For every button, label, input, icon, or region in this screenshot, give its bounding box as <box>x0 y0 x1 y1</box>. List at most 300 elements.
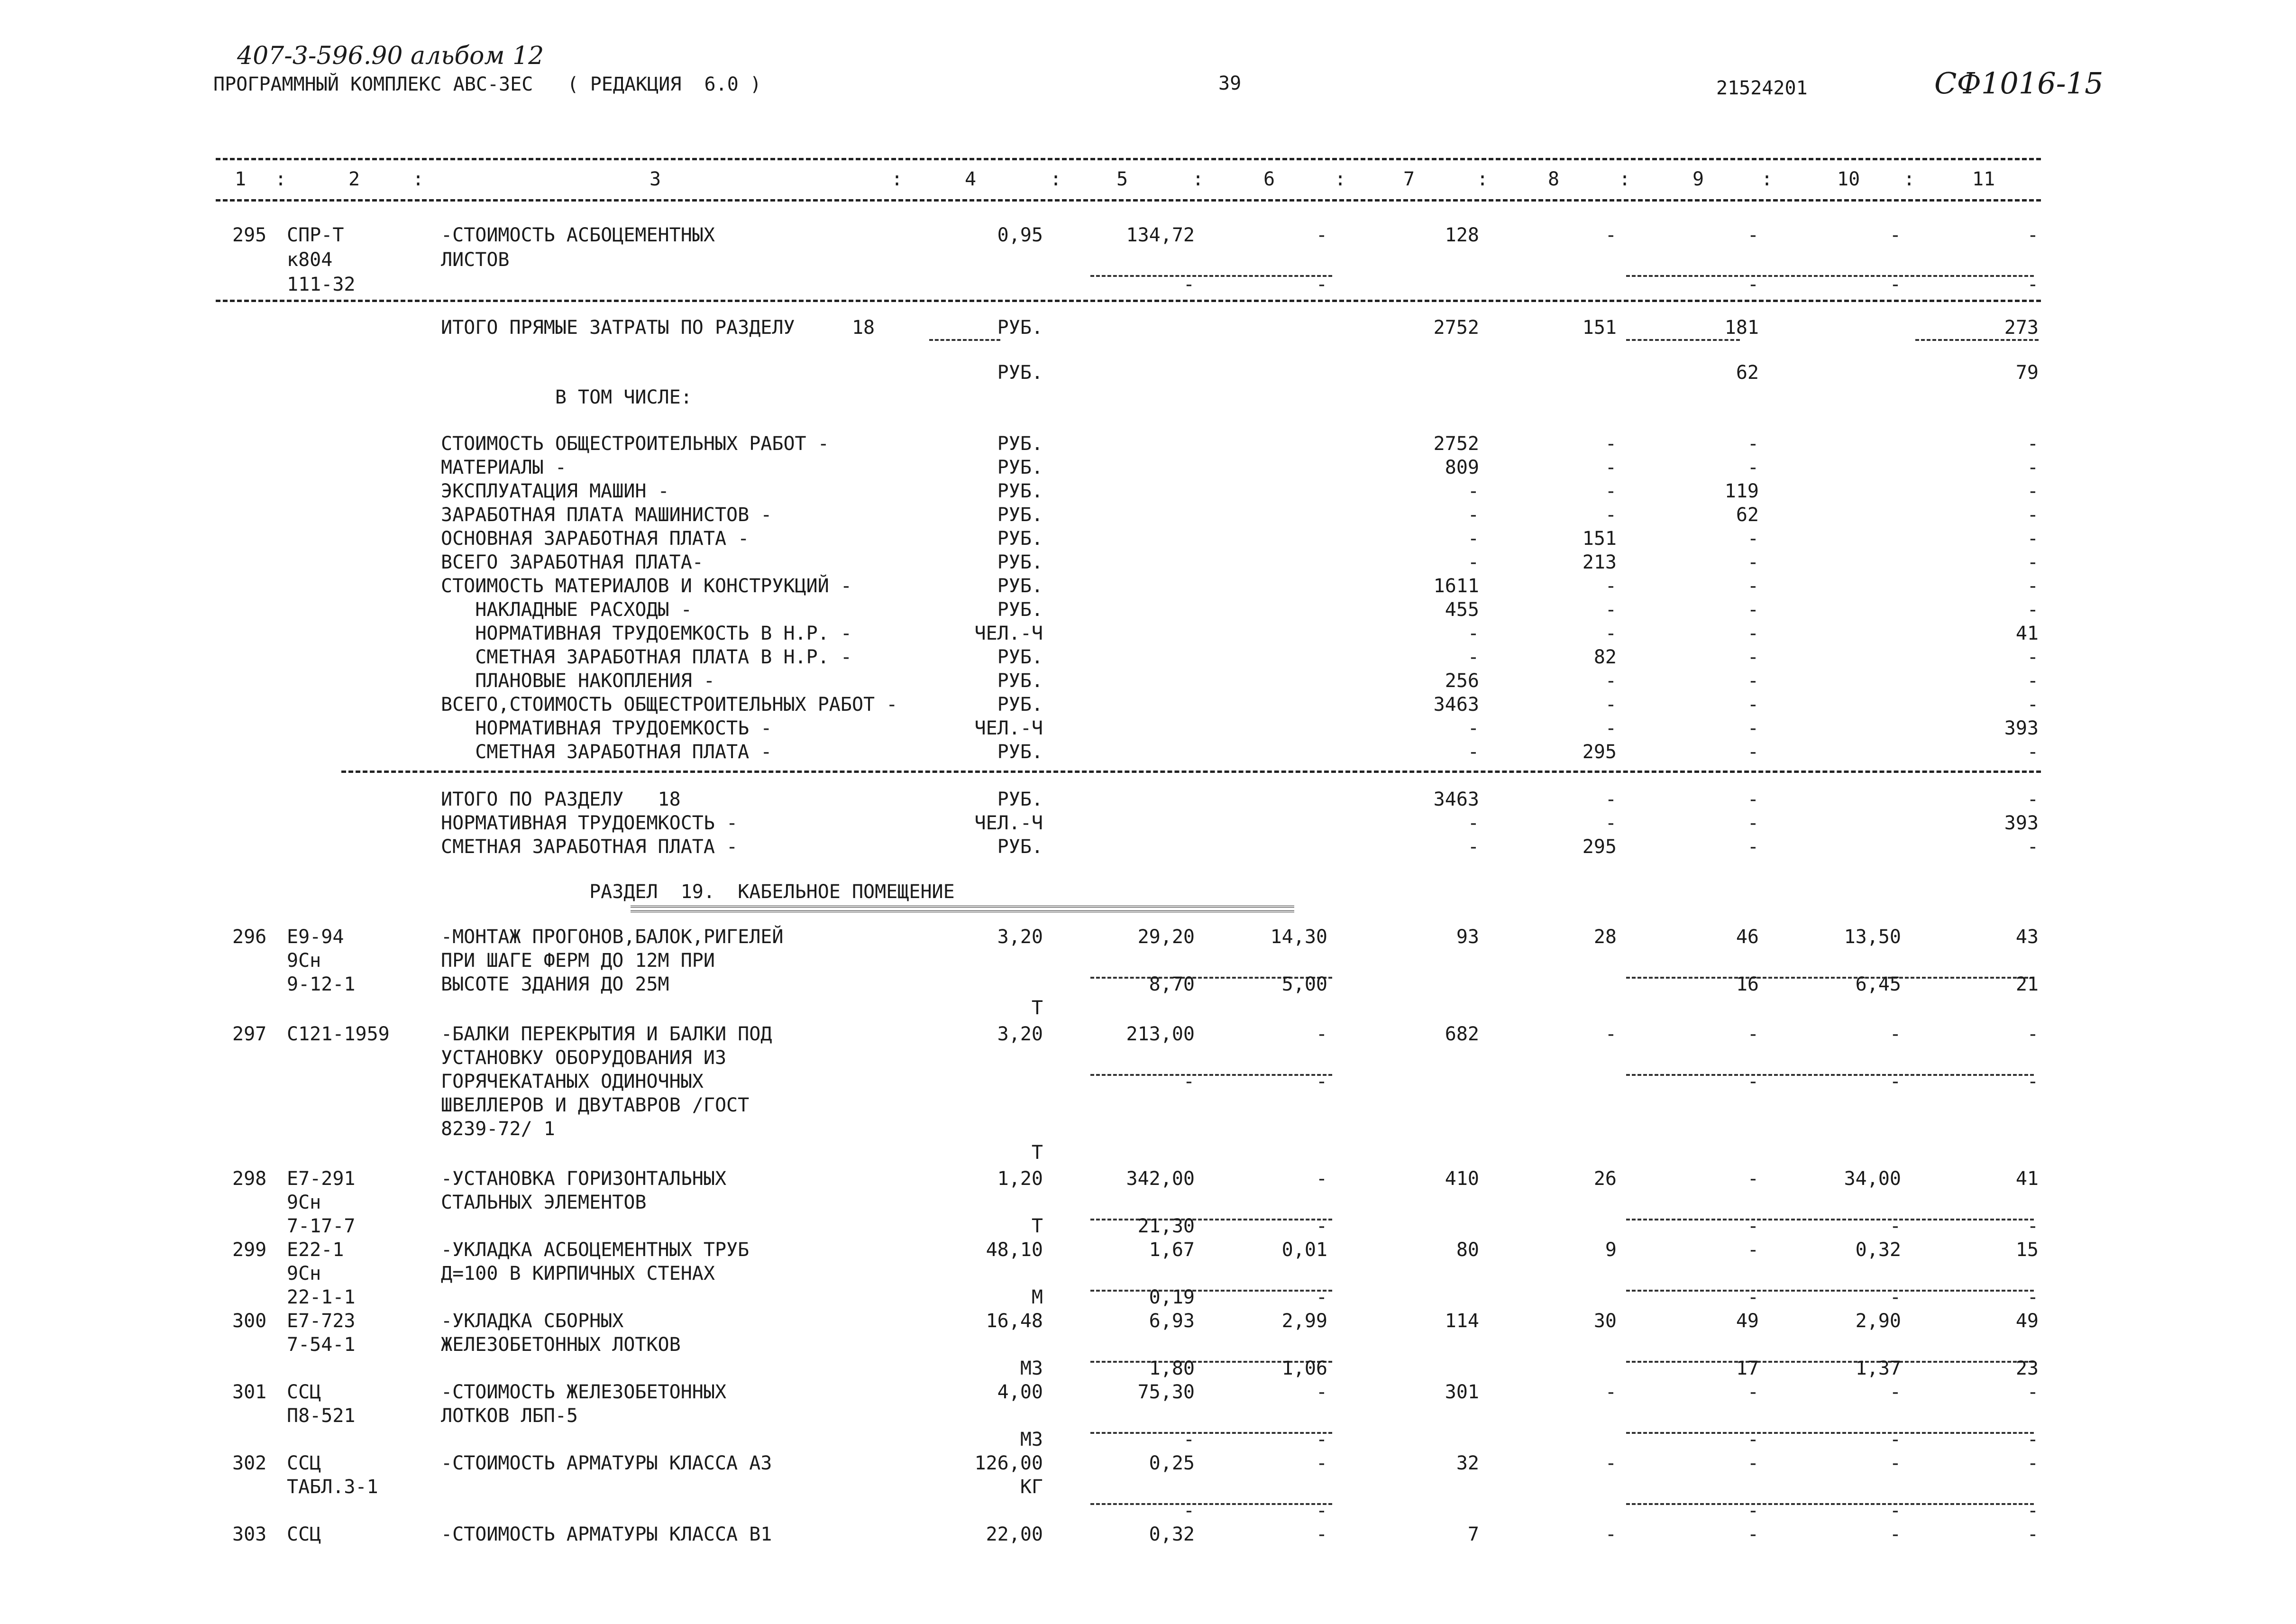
cell-col-4: РУБ. <box>997 789 1043 810</box>
cell-col-7: 32 <box>1456 1452 1479 1474</box>
cell-col-7: 114 <box>1445 1310 1479 1332</box>
cell-col-2: Е7-291 <box>287 1168 356 1190</box>
cell-col-11: - <box>2027 457 2039 478</box>
cell-col-6: - <box>1316 224 1327 246</box>
cell-col-10: 0,32 <box>1855 1239 1901 1261</box>
cell-col-3: ЗАРАБОТНАЯ ПЛАТА МАШИНИСТОВ - <box>441 504 772 526</box>
cell-col-10: 34,00 <box>1844 1168 1901 1190</box>
cell-col-7: 7 <box>1467 1523 1479 1545</box>
cell-col-8: - <box>1605 575 1617 597</box>
cell-col-7: 1611 <box>1433 575 1479 597</box>
column-header-7: 7 <box>1403 168 1415 190</box>
cell-col-8: - <box>1605 457 1617 478</box>
cell-col-11: - <box>2027 789 2039 810</box>
cell-col-7: 3463 <box>1433 694 1479 716</box>
cell-col-7: - <box>1467 504 1479 526</box>
cell-col-4: РУБ. <box>997 457 1043 478</box>
cell-col-4: РУБ. <box>997 694 1043 716</box>
cell-col-8: - <box>1605 694 1617 716</box>
cell-col-10: 13,50 <box>1844 926 1901 948</box>
cell-col-6: - <box>1316 1071 1327 1092</box>
cell-col-4: 4,00 <box>997 1381 1043 1403</box>
cell-col-11: - <box>2027 670 2039 692</box>
cell-col-4: РУБ. <box>997 575 1043 597</box>
header-rule-top <box>216 158 2041 160</box>
cell-col-5: 0,19 <box>1149 1286 1195 1308</box>
cell-col-11: - <box>2027 551 2039 573</box>
cell-col-3: ГОРЯЧЕКАТАНЫХ ОДИНОЧНЫХ <box>441 1071 704 1092</box>
cell-col-9: - <box>1747 433 1759 455</box>
cell-col-1: 299 <box>232 1239 267 1261</box>
cell-col-7: - <box>1467 646 1479 668</box>
column-header-6: 6 <box>1263 168 1275 190</box>
cell-col-3: ВСЕГО,СТОИМОСТЬ ОБЩЕСТРОИТЕЛЬНЫХ РАБОТ - <box>441 694 898 716</box>
total-underline <box>1915 339 2039 341</box>
cell-col-7: - <box>1467 551 1479 573</box>
cell-col-4: РУБ. <box>997 551 1043 573</box>
cell-col-4: Т <box>1031 997 1043 1019</box>
cell-col-10: - <box>1889 1215 1901 1237</box>
program-title: ПРОГРАММНЫЙ КОМПЛЕКС АВС-3ЕС ( РЕДАКЦИЯ 6.0 ) <box>213 73 761 95</box>
cell-col-4: 3,20 <box>997 926 1043 948</box>
cell-col-4: ЧЕЛ.-Ч <box>974 623 1043 644</box>
cell-col-8: 151 <box>1582 317 1617 339</box>
column-separator: : <box>1761 168 1773 190</box>
cell-col-10: - <box>1889 224 1901 246</box>
cell-col-3: -МОНТАЖ ПРОГОНОВ,БАЛОК,РИГЕЛЕЙ <box>441 926 784 948</box>
cell-col-3: ЭКСПЛУАТАЦИЯ МАШИН - <box>441 480 669 502</box>
cell-col-7: 2752 <box>1433 317 1479 339</box>
cell-col-10: 6,45 <box>1855 973 1901 995</box>
cell-col-4: РУБ. <box>997 317 1043 339</box>
cell-col-7: - <box>1467 717 1479 739</box>
cell-col-6: 5,00 <box>1281 973 1327 995</box>
cell-col-11: - <box>2027 599 2039 621</box>
cell-col-9: 49 <box>1736 1310 1759 1332</box>
cell-col-9: - <box>1747 1239 1759 1261</box>
cell-col-3: СМЕТНАЯ ЗАРАБОТНАЯ ПЛАТА В Н.Р. - <box>441 646 852 668</box>
cell-col-9: - <box>1747 1215 1759 1237</box>
cell-col-2: ТАБЛ.3-1 <box>287 1476 378 1498</box>
cell-col-9: 17 <box>1736 1358 1759 1379</box>
cell-col-10: - <box>1889 1071 1901 1092</box>
cell-col-11: 79 <box>2015 362 2039 384</box>
cell-col-9: 62 <box>1736 504 1759 526</box>
cell-col-2: 111-32 <box>287 274 356 295</box>
cell-col-4: 1,20 <box>997 1168 1043 1190</box>
cell-col-3: -СТОИМОСТЬ АРМАТУРЫ КЛАССА В1 <box>441 1523 772 1545</box>
cell-col-11: 21 <box>2015 973 2039 995</box>
cell-col-4: Т <box>1031 1142 1043 1164</box>
cell-col-3: СТАЛЬНЫХ ЭЛЕМЕНТОВ <box>441 1192 647 1213</box>
cell-col-8: - <box>1605 1023 1617 1045</box>
cell-col-8: - <box>1605 812 1617 834</box>
cell-col-2: к804 <box>287 249 333 271</box>
cell-col-11: - <box>2027 741 2039 763</box>
section-underline-2 <box>631 910 1294 912</box>
cell-col-2: ССЦ <box>287 1523 321 1545</box>
cell-col-6: 0,01 <box>1281 1239 1327 1261</box>
cell-col-7: 682 <box>1445 1023 1479 1045</box>
cell-col-11: - <box>2027 1286 2039 1308</box>
cell-col-11: - <box>2027 528 2039 550</box>
cell-col-2: 7-17-7 <box>287 1215 356 1237</box>
cell-col-7: - <box>1467 528 1479 550</box>
cell-col-8: - <box>1605 1523 1617 1545</box>
cell-col-7: 410 <box>1445 1168 1479 1190</box>
doc-code: 407-3-596.90 альбом 12 <box>237 42 544 70</box>
cell-col-9: - <box>1747 1429 1759 1450</box>
column-header-8: 8 <box>1548 168 1560 190</box>
cell-col-11: - <box>2027 1523 2039 1545</box>
cell-col-4: ЧЕЛ.-Ч <box>974 812 1043 834</box>
cell-col-11: - <box>2027 1071 2039 1092</box>
cell-col-9: - <box>1747 623 1759 644</box>
cell-col-11: - <box>2027 1429 2039 1450</box>
cell-col-5: 1,80 <box>1149 1358 1195 1379</box>
cell-col-10: 1,37 <box>1855 1358 1901 1379</box>
cell-col-9: - <box>1747 1168 1759 1190</box>
cell-col-11: 41 <box>2015 1168 2039 1190</box>
cell-col-3: ЖЕЛЕЗОБЕТОННЫХ ЛОТКОВ <box>441 1334 681 1356</box>
cell-col-4: РУБ. <box>997 433 1043 455</box>
cell-col-11: 273 <box>2004 317 2039 339</box>
cell-col-9: - <box>1747 1523 1759 1545</box>
cell-col-9: 16 <box>1736 973 1759 995</box>
cell-col-9: - <box>1747 741 1759 763</box>
cell-col-2: 9Сн <box>287 1192 321 1213</box>
cell-col-9: - <box>1747 274 1759 295</box>
cell-col-3: ЛИСТОВ <box>441 249 510 271</box>
cell-col-8: 295 <box>1582 741 1617 763</box>
cell-col-4: 16,48 <box>986 1310 1043 1332</box>
cell-col-11: - <box>2027 1381 2039 1403</box>
cell-col-11: - <box>2027 575 2039 597</box>
cell-col-4: РУБ. <box>997 504 1043 526</box>
cell-col-5: 75,30 <box>1137 1381 1195 1403</box>
column-header-5: 5 <box>1116 168 1128 190</box>
cell-col-4: 0,95 <box>997 224 1043 246</box>
cell-col-5: 21,30 <box>1137 1215 1195 1237</box>
cell-col-9: - <box>1747 1286 1759 1308</box>
cell-col-3: В ТОМ ЧИСЛЕ: <box>441 386 692 408</box>
cell-col-10: 2,90 <box>1855 1310 1901 1332</box>
cell-col-5: - <box>1183 1429 1195 1450</box>
cell-col-10: - <box>1889 1523 1901 1545</box>
cell-col-6: - <box>1316 1381 1327 1403</box>
header-rule-bottom <box>216 199 2041 202</box>
cell-col-6: - <box>1316 1023 1327 1045</box>
cell-col-2: 9Сн <box>287 950 321 972</box>
cell-col-3: -УКЛАДКА СБОРНЫХ <box>441 1310 624 1332</box>
cell-col-6: - <box>1316 1286 1327 1308</box>
cell-col-3: ИТОГО ПО РАЗДЕЛУ 18 <box>441 789 681 810</box>
cell-col-4: РУБ. <box>997 528 1043 550</box>
cell-col-5: 6,93 <box>1149 1310 1195 1332</box>
cell-col-6: - <box>1316 1500 1327 1522</box>
cell-col-7: 301 <box>1445 1381 1479 1403</box>
cell-col-5: 8,70 <box>1149 973 1195 995</box>
column-header-2: 2 <box>348 168 360 190</box>
cell-col-4: РУБ. <box>997 836 1043 858</box>
cell-col-5: 0,25 <box>1149 1452 1195 1474</box>
cell-col-6: - <box>1316 1429 1327 1450</box>
cell-col-3: ИТОГО ПРЯМЫЕ ЗАТРАТЫ ПО РАЗДЕЛУ 18 <box>441 317 875 339</box>
column-header-1: 1 <box>235 168 247 190</box>
cell-col-10: - <box>1889 1429 1901 1450</box>
cell-col-3: 8239-72/ 1 <box>441 1118 555 1140</box>
divider-2 <box>341 771 2041 773</box>
cell-col-7: - <box>1467 480 1479 502</box>
cell-col-3: УСТАНОВКУ ОБОРУДОВАНИЯ ИЗ <box>441 1047 727 1069</box>
cell-col-4: М3 <box>1020 1429 1043 1450</box>
cell-col-4: 3,20 <box>997 1023 1043 1045</box>
cell-col-11: 43 <box>2015 926 2039 948</box>
cell-col-11: - <box>2027 224 2039 246</box>
cell-col-2: Е9-94 <box>287 926 344 948</box>
cell-col-3: Д=100 В КИРПИЧНЫХ СТЕНАХ <box>441 1263 715 1285</box>
cell-col-10: - <box>1889 1500 1901 1522</box>
cell-col-8: - <box>1605 1381 1617 1403</box>
cell-col-9: 46 <box>1736 926 1759 948</box>
cell-col-9: - <box>1747 1500 1759 1522</box>
cell-col-3: МАТЕРИАЛЫ - <box>441 457 567 478</box>
cell-col-1: 303 <box>232 1523 267 1545</box>
cell-col-6: - <box>1316 1523 1327 1545</box>
cell-col-7: 256 <box>1445 670 1479 692</box>
cell-col-10: - <box>1889 1286 1901 1308</box>
cell-col-4: 48,10 <box>986 1239 1043 1261</box>
cell-col-10: - <box>1889 1023 1901 1045</box>
cell-col-3: -УКЛАДКА АСБОЦЕМЕНТНЫХ ТРУБ <box>441 1239 750 1261</box>
cell-col-10: - <box>1889 1452 1901 1474</box>
cell-col-9: - <box>1747 812 1759 834</box>
cell-col-9: - <box>1747 575 1759 597</box>
cell-col-9: 62 <box>1736 362 1759 384</box>
cell-col-1: 298 <box>232 1168 267 1190</box>
cell-col-2: 9-12-1 <box>287 973 356 995</box>
cell-col-4: ЧЕЛ.-Ч <box>974 717 1043 739</box>
cell-col-5: 1,67 <box>1149 1239 1195 1261</box>
cell-col-8: 213 <box>1582 551 1617 573</box>
cell-col-2: Е22-1 <box>287 1239 344 1261</box>
cell-col-3: ПЛАНОВЫЕ НАКОПЛЕНИЯ - <box>441 670 715 692</box>
cell-col-9: - <box>1747 457 1759 478</box>
cell-col-9: - <box>1747 1381 1759 1403</box>
cell-col-9: - <box>1747 528 1759 550</box>
cell-col-7: 455 <box>1445 599 1479 621</box>
cell-col-3: ВСЕГО ЗАРАБОТНАЯ ПЛАТА- <box>441 551 704 573</box>
cell-col-4: 126,00 <box>974 1452 1043 1474</box>
cell-col-5: 134,72 <box>1126 224 1195 246</box>
cell-col-8: - <box>1605 670 1617 692</box>
cell-col-8: - <box>1605 480 1617 502</box>
stamp-handwritten: СФ1016-15 <box>1934 66 2104 101</box>
cell-col-2: П8-521 <box>287 1405 356 1427</box>
cell-col-5: - <box>1183 1500 1195 1522</box>
cell-col-1: 301 <box>232 1381 267 1403</box>
cell-col-11: 23 <box>2015 1358 2039 1379</box>
column-header-11: 11 <box>1972 168 1995 190</box>
cell-col-8: - <box>1605 599 1617 621</box>
cell-col-6: - <box>1316 1168 1327 1190</box>
cell-col-7: - <box>1467 623 1479 644</box>
cell-col-1: 300 <box>232 1310 267 1332</box>
cell-col-11: - <box>2027 1215 2039 1237</box>
cell-col-8: - <box>1605 717 1617 739</box>
column-separator: : <box>1903 168 1915 190</box>
cell-col-3: НОРМАТИВНАЯ ТРУДОЕМКОСТЬ В Н.Р. - <box>441 623 852 644</box>
cell-col-7: 80 <box>1456 1239 1479 1261</box>
cell-col-8: - <box>1605 1452 1617 1474</box>
cell-col-9: - <box>1747 1071 1759 1092</box>
cell-col-11: - <box>2027 274 2039 295</box>
total-underline <box>1626 339 1740 341</box>
cell-col-5: 29,20 <box>1137 926 1195 948</box>
cell-col-8: 151 <box>1582 528 1617 550</box>
cell-col-2: 7-54-1 <box>287 1334 356 1356</box>
cell-col-9: 181 <box>1724 317 1759 339</box>
cell-col-11: 49 <box>2015 1310 2039 1332</box>
cell-col-4: 22,00 <box>986 1523 1043 1545</box>
cell-col-5: - <box>1183 274 1195 295</box>
cell-col-3: -УСТАНОВКА ГОРИЗОНТАЛЬНЫХ <box>441 1168 727 1190</box>
column-separator: : <box>1192 168 1204 190</box>
column-separator: : <box>1619 168 1631 190</box>
section-underline <box>631 906 1294 908</box>
column-separator: : <box>891 168 903 190</box>
cell-col-9: - <box>1747 694 1759 716</box>
cell-col-2: 22-1-1 <box>287 1286 356 1308</box>
cell-col-9: - <box>1747 1023 1759 1045</box>
cell-col-10: - <box>1889 274 1901 295</box>
cell-col-11: - <box>2027 433 2039 455</box>
cell-col-9: - <box>1747 1452 1759 1474</box>
cell-col-4: РУБ. <box>997 599 1043 621</box>
cell-col-11: - <box>2027 504 2039 526</box>
cell-col-9: - <box>1747 599 1759 621</box>
cell-col-8: 30 <box>1593 1310 1617 1332</box>
cell-col-4: РУБ. <box>997 480 1043 502</box>
cell-col-5: 213,00 <box>1126 1023 1195 1045</box>
cell-col-8: - <box>1605 623 1617 644</box>
cell-col-4: РУБ. <box>997 362 1043 384</box>
cell-col-3: ВЫСОТЕ ЗДАНИЯ ДО 25М <box>441 973 669 995</box>
cell-col-8: 82 <box>1593 646 1617 668</box>
cell-col-4: Т <box>1031 1215 1043 1237</box>
cell-col-3: НАКЛАДНЫЕ РАСХОДЫ - <box>441 599 692 621</box>
column-separator: : <box>1335 168 1346 190</box>
cell-col-11: 393 <box>2004 812 2039 834</box>
cell-col-11: 41 <box>2015 623 2039 644</box>
cell-col-11: 393 <box>2004 717 2039 739</box>
cell-col-11: 15 <box>2015 1239 2039 1261</box>
cell-col-3: ПРИ ШАГЕ ФЕРМ ДО 12М ПРИ <box>441 950 715 972</box>
page-number: 39 <box>1218 73 1242 94</box>
cell-col-2: С121-1959 <box>287 1023 390 1045</box>
cell-col-3: -СТОИМОСТЬ АРМАТУРЫ КЛАССА А3 <box>441 1452 772 1474</box>
cell-col-9: 119 <box>1724 480 1759 502</box>
cell-col-11: - <box>2027 480 2039 502</box>
cell-col-3: НОРМАТИВНАЯ ТРУДОЕМКОСТЬ - <box>441 812 738 834</box>
cell-col-3: СМЕТНАЯ ЗАРАБОТНАЯ ПЛАТА - <box>441 836 738 858</box>
cell-col-6: - <box>1316 1452 1327 1474</box>
cell-col-3: ЛОТКОВ ЛБП-5 <box>441 1405 578 1427</box>
cell-col-7: - <box>1467 741 1479 763</box>
cell-col-2: Е7-723 <box>287 1310 356 1332</box>
cell-col-3: СМЕТНАЯ ЗАРАБОТНАЯ ПЛАТА - <box>441 741 772 763</box>
cell-col-6: - <box>1316 274 1327 295</box>
cell-col-3: -СТОИМОСТЬ ЖЕЛЕЗОБЕТОННЫХ <box>441 1381 727 1403</box>
cell-col-11: - <box>2027 1023 2039 1045</box>
cell-col-11: - <box>2027 694 2039 716</box>
column-header-4: 4 <box>965 168 977 190</box>
document-number: 21524201 <box>1716 77 1808 99</box>
cell-col-3: СТОИМОСТЬ МАТЕРИАЛОВ И КОНСТРУКЦИЙ - <box>441 575 852 597</box>
cell-col-9: - <box>1747 836 1759 858</box>
cell-col-8: 26 <box>1593 1168 1617 1190</box>
column-separator: : <box>275 168 287 190</box>
cell-col-3: СТОИМОСТЬ ОБЩЕСТРОИТЕЛЬНЫХ РАБОТ - <box>441 433 829 455</box>
cell-col-3: РАЗДЕЛ 19. КАБЕЛЬНОЕ ПОМЕЩЕНИЕ <box>441 881 955 903</box>
cell-col-5: 0,32 <box>1149 1523 1195 1545</box>
cell-col-1: 296 <box>232 926 267 948</box>
cell-col-1: 295 <box>232 224 267 246</box>
cell-col-7: 2752 <box>1433 433 1479 455</box>
cell-col-7: - <box>1467 836 1479 858</box>
cell-col-7: - <box>1467 812 1479 834</box>
cell-col-9: - <box>1747 551 1759 573</box>
cell-col-11: - <box>2027 836 2039 858</box>
cell-col-2: ССЦ <box>287 1452 321 1474</box>
cell-col-11: - <box>2027 1500 2039 1522</box>
cell-col-4: М <box>1031 1286 1043 1308</box>
cell-col-6: 14,30 <box>1270 926 1327 948</box>
cell-col-1: 302 <box>232 1452 267 1474</box>
cell-col-9: - <box>1747 224 1759 246</box>
cell-col-6: 1,06 <box>1281 1358 1327 1379</box>
column-separator: : <box>412 168 424 190</box>
cell-col-11: - <box>2027 1452 2039 1474</box>
column-header-3: 3 <box>649 168 661 190</box>
cell-col-3: ШВЕЛЛЕРОВ И ДВУТАВРОВ /ГОСТ <box>441 1094 750 1116</box>
column-header-9: 9 <box>1692 168 1704 190</box>
cell-col-9: - <box>1747 670 1759 692</box>
cell-col-2: ССЦ <box>287 1381 321 1403</box>
cell-col-3: НОРМАТИВНАЯ ТРУДОЕМКОСТЬ - <box>441 717 772 739</box>
cell-col-5: - <box>1183 1071 1195 1092</box>
divider-1 <box>216 300 2041 302</box>
cell-col-5: 342,00 <box>1126 1168 1195 1190</box>
cell-col-8: - <box>1605 789 1617 810</box>
cell-col-9: - <box>1747 717 1759 739</box>
cell-col-6: 2,99 <box>1281 1310 1327 1332</box>
cell-col-9: - <box>1747 789 1759 810</box>
total-underline <box>929 339 1000 341</box>
cell-col-4: М3 <box>1020 1358 1043 1379</box>
cell-col-7: 93 <box>1456 926 1479 948</box>
cell-col-6: - <box>1316 1215 1327 1237</box>
cell-col-4: РУБ. <box>997 670 1043 692</box>
cell-col-3: -СТОИМОСТЬ АСБОЦЕМЕНТНЫХ <box>441 224 715 246</box>
cell-col-2: 9Сн <box>287 1263 321 1285</box>
column-header-10: 10 <box>1837 168 1860 190</box>
cell-col-3: -БАЛКИ ПЕРЕКРЫТИЯ И БАЛКИ ПОД <box>441 1023 772 1045</box>
cell-col-7: 3463 <box>1433 789 1479 810</box>
cell-col-8: - <box>1605 504 1617 526</box>
cell-col-10: - <box>1889 1381 1901 1403</box>
cell-col-8: 295 <box>1582 836 1617 858</box>
